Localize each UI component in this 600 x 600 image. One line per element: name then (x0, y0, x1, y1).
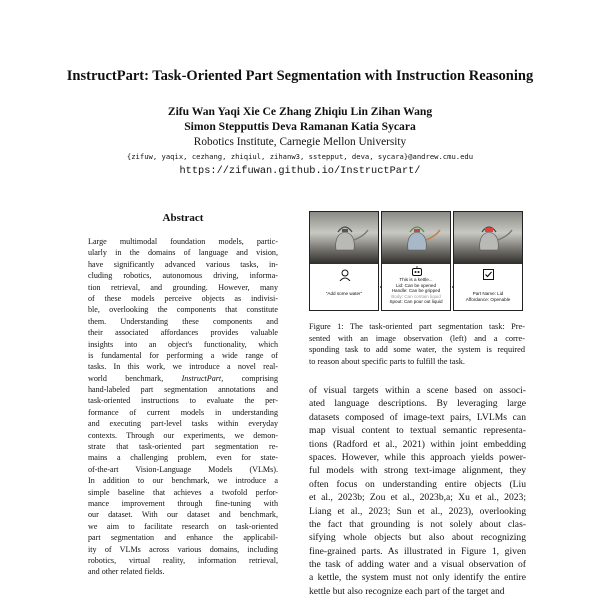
author-emails: {zifuw, yaqix, cezhang, zhiqiul, zihanw3, sstepput, deva, sycara}@andrew.cmu.edu (126, 152, 474, 161)
body-line: spaces. However, while this approach yields power- (309, 451, 526, 463)
abstract-line: ularly in the domains of language and vision, (88, 248, 278, 258)
body-line: often focus on understanding entire objects (Liu (309, 478, 526, 490)
abstract-line: world benchmark, InstructPart, comprising (88, 373, 278, 383)
kettle-photo-lid-highlight (454, 212, 522, 264)
abstract-text (88, 236, 278, 578)
abstract-line: tion retrieval, and grounding. However, many (88, 282, 278, 292)
abstract-line: robotics, virtual reality, information retrieval, (88, 555, 278, 565)
body-line: et al., 2023b; Zou et al., 2023b,a; Xu et al., 2023; (309, 492, 526, 504)
abstract-line: of-the-art Vision-Language Models (VLMs). (88, 464, 278, 474)
affiliation: Robotics Institute, Carnegie Mellon University (193, 136, 407, 148)
figure-panel-observation (309, 211, 379, 311)
figure-1 (309, 211, 523, 311)
body-line: the task of adding water and a visual observation of (309, 559, 526, 571)
figure-1-caption (309, 321, 525, 367)
figure-panel-result (453, 211, 523, 311)
body-line: Liang et al., 2023; Sun et al., 2023), overlooking (309, 505, 526, 517)
body-line: map visual content to textual semantic representa- (309, 425, 526, 437)
checkbox-icon (483, 269, 494, 280)
instruction-text: "Add some water" (325, 291, 363, 296)
figure-panel-reasoning (381, 211, 451, 311)
body-line: ated language descriptions. By leveraging large (309, 398, 526, 410)
abstract-heading: Abstract (162, 212, 204, 224)
abstract-line: simple baseline that achieves a twofold perfor- (88, 487, 278, 497)
abstract-line: their associated affordances provides valuable (88, 328, 278, 338)
kettle-photo (310, 212, 378, 264)
abstract-line: and other related fields. (88, 567, 165, 577)
abstract-line: insights into an object's functionality, which (88, 339, 278, 349)
abstract-line: ity of VLMs across various domains, including (88, 544, 278, 554)
abstract-line: Large multimodal foundation models, partic- (88, 237, 278, 246)
caption-line: sented with an image observation (left) and a corre- (309, 333, 525, 343)
caption-line: Figure 1: The task-oriented part segmentation task: Pre- (309, 322, 525, 331)
authors-line-1: Zifu Wan Yaqi Xie Ce Zhang Zhiqiu Lin Zihan Wang (167, 105, 433, 118)
abstract-line: contexts. Through our experiments, we demon- (88, 430, 278, 440)
abstract-line: task-oriented instructions to evaluate the per- (88, 396, 278, 406)
project-url[interactable]: https://zifuwan.github.io/InstructPart/ (179, 165, 421, 177)
result-text: Part Name: Lid Affordance: Openable (465, 291, 511, 302)
abstract-line: is fundamental for performing a wide range of (88, 350, 278, 360)
abstract-line: mains a challenging problem, even for state- (88, 453, 278, 463)
body-line: fine-grained parts. As illustrated in Figure 1, given (309, 545, 526, 557)
abstract-line: our dataset. With our dataset and benchmark, (88, 510, 278, 520)
abstract-line: cluding robotics, autonomous driving, informa- (88, 271, 278, 281)
abstract-line: have significantly advanced various tasks, in- (88, 259, 278, 269)
kettle-photo-parts (382, 212, 450, 264)
body-line: tions (Radford et al., 2021) within joint embedding (309, 438, 526, 450)
abstract-line: and executing part-level tasks within everyday (88, 419, 278, 429)
abstract-line: tasks. In this work, we introduce a novel real- (88, 362, 278, 372)
robot-icon (411, 266, 423, 276)
body-line: ful models with strong text-image alignment, they (309, 465, 526, 477)
abstract-line: mance improvement through fine-tuning with (88, 498, 278, 508)
abstract-line: them. Understanding these components and (88, 316, 278, 326)
abstract-line: In addition to our benchmark, we introduce a (88, 476, 278, 486)
authors-line-2: Simon Stepputtis Deva Ramanan Katia Sycara (184, 120, 416, 133)
abstract-line: ble, overlooking the components that constitute (88, 305, 278, 315)
body-line: datasets composed of image-text pairs, LVLMs can (309, 411, 526, 423)
body-line: the fact that grounding is not solely about clas- (309, 518, 526, 530)
body-text (309, 384, 526, 598)
reasoning-text: This is a kettle... Lid: Can be opened Handle: Can be gripped Body: Can contain liquid Spout: Can pour out liquid (389, 277, 443, 305)
paper-title: InstructPart: Task-Oriented Part Segmentation with Instruction Reasoning (66, 68, 534, 84)
abstract-line: hand-labeled part segmentation annotations and (88, 385, 278, 395)
abstract-line: formance of current models in understanding (88, 407, 278, 417)
caption-line: to reason about specific parts to fulfill the task. (309, 356, 465, 366)
body-line: kettle but also recognize each part of the target and (309, 585, 505, 597)
body-line: of visual targets within a scene based on associ- (309, 385, 526, 396)
caption-line: sponding task to add some water, the system is required (309, 345, 525, 355)
body-line: sifying whole objects but also about recognizing (309, 532, 526, 544)
abstract-line: strate that task-oriented part segmentation re- (88, 442, 278, 452)
person-icon (339, 269, 351, 281)
abstract-line: we aim to facilitate research on task-oriented (88, 521, 278, 531)
body-line: a kettle, the system must not only identify the entire (309, 572, 526, 584)
abstract-line: of these models perceive objects as indivisi- (88, 293, 278, 303)
abstract-line: part segmentation and enhance the applicabil- (88, 533, 278, 543)
